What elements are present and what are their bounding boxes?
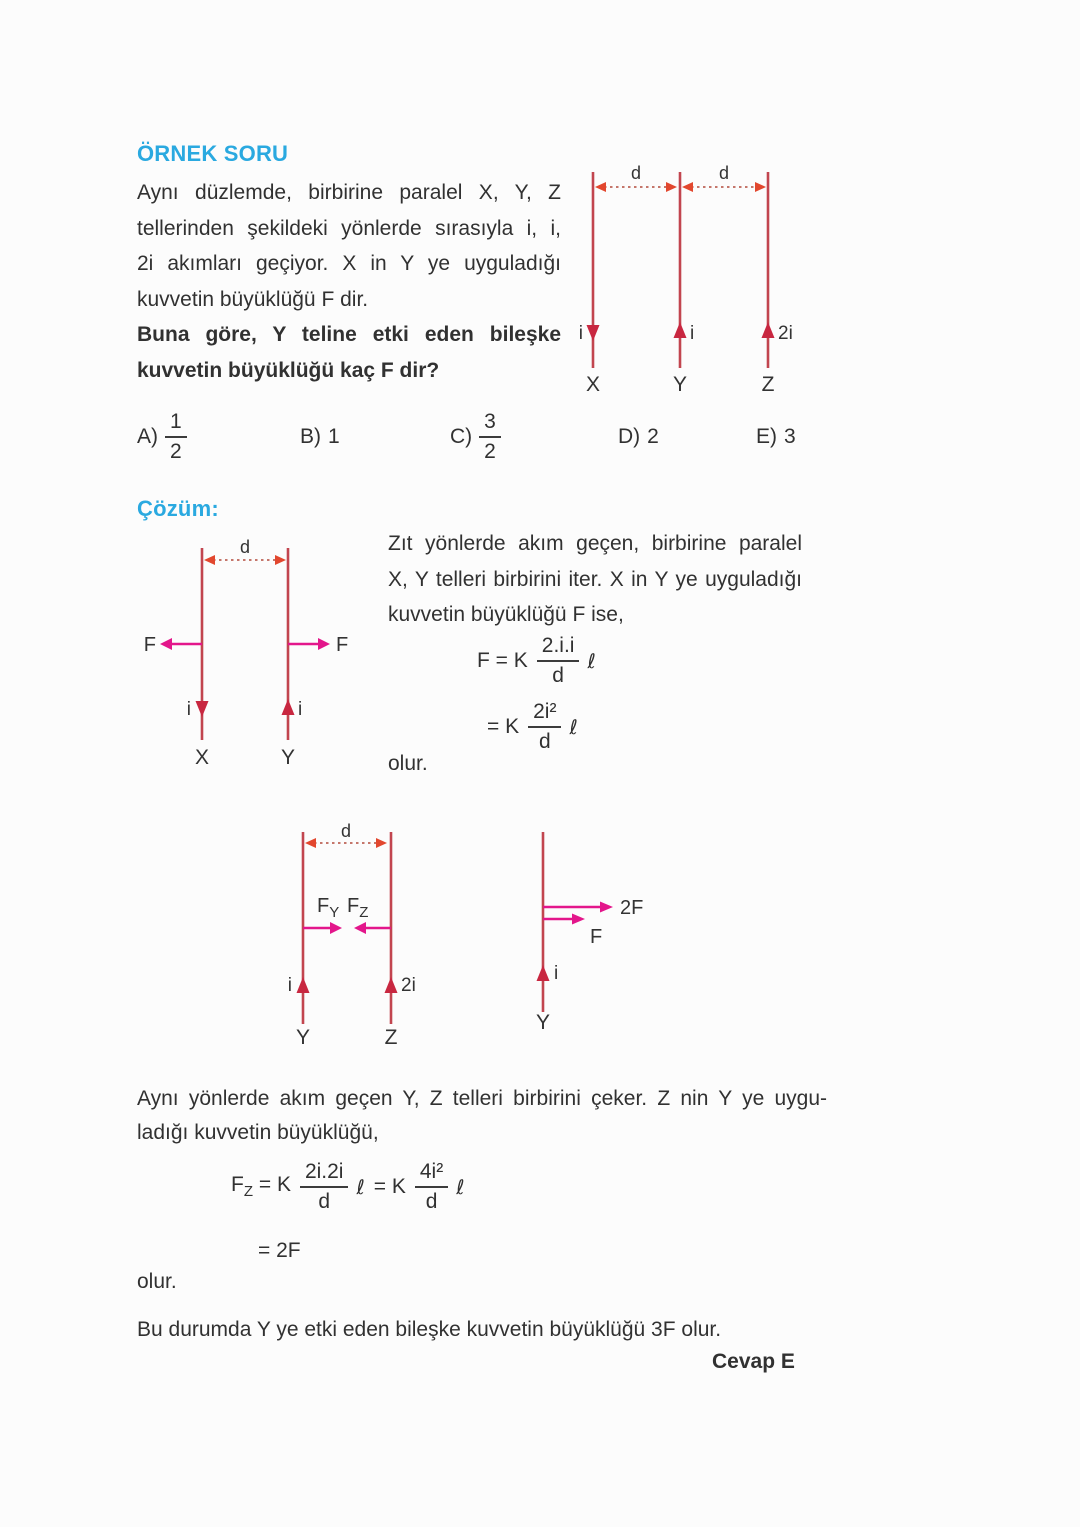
fraction-denominator: 2 — [484, 440, 496, 463]
option-label: C) — [450, 425, 473, 448]
fraction — [528, 700, 561, 753]
dim-arrowhead-right — [755, 182, 766, 192]
solution-line: X, Y telleri birbirini iter. X in Y ye uyguladığı — [388, 567, 802, 591]
equals-k: = K — [258, 1173, 291, 1197]
length-symbol: ℓ — [356, 1174, 365, 1199]
fraction-numerator: 2.i.i — [537, 634, 580, 662]
fraction — [165, 410, 187, 463]
force-arrowhead-right — [318, 638, 330, 650]
fraction-numerator: 4i² — [415, 1160, 448, 1188]
dim-arrowhead-right — [275, 555, 286, 565]
option-value: 3 — [784, 425, 796, 448]
current-label: i — [186, 699, 191, 720]
current-arrow-up — [674, 322, 687, 338]
current-label: 2i — [401, 975, 416, 996]
force-label-f: F — [590, 926, 603, 948]
fraction — [300, 1160, 349, 1213]
force-label-fz — [347, 895, 368, 921]
olur-text: olur. — [388, 752, 428, 775]
fraction — [415, 1160, 448, 1213]
force-label-fy — [317, 895, 339, 921]
diagram-net-force — [503, 826, 678, 1051]
fraction-denominator: d — [552, 663, 564, 687]
option-value: 1 — [328, 425, 340, 448]
force-label-sub: Z — [359, 904, 369, 921]
question-line: 2i akımları geçiyor. X in Y ye uyguladığı — [137, 252, 561, 275]
dim-arrowhead-right — [666, 182, 677, 192]
option-label: D) — [618, 425, 641, 448]
option-e — [756, 406, 796, 468]
force-label-sub: Y — [329, 904, 340, 921]
question-line: Aynı düzlemde, birbirine paralel X, Y, Z — [137, 181, 561, 204]
option-value: 2 — [647, 425, 659, 448]
option-b — [300, 406, 340, 468]
dim-arrowhead-left — [204, 555, 215, 565]
formula-f2 — [487, 700, 578, 753]
current-arrow-down — [587, 325, 600, 341]
diagram-three-wires — [560, 158, 820, 398]
equals-k: = K — [373, 1174, 406, 1198]
option-label: B) — [300, 425, 321, 448]
wire-name-label: Z — [761, 373, 775, 396]
wire-name-label: Y — [295, 1026, 311, 1049]
question-heading: ÖRNEK SORU — [137, 141, 289, 166]
length-symbol: ℓ — [456, 1174, 465, 1199]
answer-label: Cevap E — [712, 1350, 795, 1373]
dim-arrowhead-left — [682, 182, 693, 192]
closing-sentence: Bu durumda Y ye etki eden bileşke kuvvetin büyüklüğü 3F olur. — [137, 1318, 722, 1341]
wire-name-label: X — [585, 373, 601, 396]
length-symbol: ℓ — [569, 714, 578, 739]
force-arrowhead-2f — [600, 902, 613, 913]
formula-f4: = 2F — [258, 1239, 301, 1262]
length-symbol: ℓ — [587, 648, 596, 673]
wire-name-label: Y — [672, 373, 688, 396]
dim-arrowhead-left — [305, 838, 316, 848]
option-label: A) — [137, 425, 158, 448]
diagram-xy-repel — [138, 538, 383, 773]
fraction-denominator: 2 — [170, 440, 182, 463]
option-c — [450, 406, 501, 468]
current-arrow-down — [196, 701, 209, 717]
solution-line: Zıt yönlerde akım geçen, birbirine paralel — [388, 532, 802, 555]
formula-f1 — [477, 634, 596, 687]
wire-name-label: X — [194, 746, 210, 769]
current-label: i — [287, 975, 292, 996]
question-line: tellerinden şekildeki yönlerde sırasıyla i, i, — [137, 216, 561, 240]
wire-name-label: Y — [280, 746, 296, 769]
force-label: F — [336, 634, 349, 656]
current-arrow-up — [297, 977, 310, 993]
fraction-numerator: 1 — [165, 410, 187, 438]
distance-label: d — [239, 537, 251, 557]
fraction-denominator: d — [538, 729, 551, 753]
current-label: 2i — [778, 323, 793, 344]
olur-text: olur. — [137, 1270, 177, 1293]
question-line: kuvvetin büyüklüğü F dir. — [137, 287, 369, 311]
diagram-yz-attract — [283, 821, 433, 1056]
current-arrow-up — [537, 965, 550, 981]
dim-arrowhead-right — [376, 838, 387, 848]
force-arrowhead-left — [160, 638, 172, 650]
fraction-denominator: d — [425, 1189, 438, 1213]
current-arrow-up — [282, 699, 295, 715]
fraction-numerator: 3 — [479, 410, 501, 438]
wire-name-label: Z — [384, 1026, 398, 1049]
current-arrow-up — [762, 322, 775, 338]
solution-line: ladığı kuvvetin büyüklüğü, — [137, 1121, 379, 1144]
option-a — [137, 406, 187, 468]
formula-lhs — [231, 1173, 291, 1200]
formula-f3 — [231, 1160, 464, 1213]
option-label: E) — [756, 425, 777, 448]
solution-paragraph-2 — [137, 1082, 827, 1150]
fraction — [479, 410, 501, 463]
current-label: i — [690, 323, 695, 344]
solution-line: kuvvetin büyüklüğü F ise, — [388, 603, 624, 626]
distance-label: d — [718, 163, 730, 183]
question-bold-line: Buna göre, Y teline etki eden bileşke — [137, 323, 561, 346]
question-text — [137, 175, 561, 388]
distance-label: d — [630, 163, 642, 183]
fraction-denominator: d — [318, 1189, 331, 1213]
option-d — [618, 406, 659, 468]
force-symbol: F — [231, 1173, 244, 1197]
formula-lhs: F = K — [477, 648, 528, 672]
current-label: i — [554, 963, 559, 984]
fraction-numerator: 2i.2i — [300, 1160, 349, 1188]
solution-line: Aynı yönlerde akım geçen Y, Z telleri birbirini çeker. Z nin Y ye uygu- — [137, 1087, 827, 1110]
solution-paragraph-1 — [388, 526, 802, 633]
distance-label: d — [340, 821, 352, 841]
force-arrowhead-f — [572, 914, 585, 925]
fraction-numerator: 2i² — [528, 700, 561, 728]
dim-arrowhead-left — [595, 182, 606, 192]
fraction — [537, 634, 580, 687]
force-label-2f: 2F — [620, 897, 644, 919]
force-arrowhead-fz — [354, 922, 366, 934]
current-arrow-up — [385, 977, 398, 993]
force-label-base: F — [317, 895, 330, 917]
wire-name-label: Y — [535, 1011, 551, 1034]
force-label-base: F — [347, 895, 360, 917]
question-bold-line: kuvvetin büyüklüğü kaç F dir? — [137, 358, 440, 382]
current-label: i — [298, 699, 303, 720]
solution-heading: Çözüm: — [137, 496, 219, 521]
formula-lhs: = K — [487, 714, 520, 738]
current-label: i — [578, 323, 583, 344]
force-arrowhead-fy — [330, 922, 342, 934]
force-label: F — [143, 634, 156, 656]
force-subscript: Z — [243, 1183, 253, 1201]
